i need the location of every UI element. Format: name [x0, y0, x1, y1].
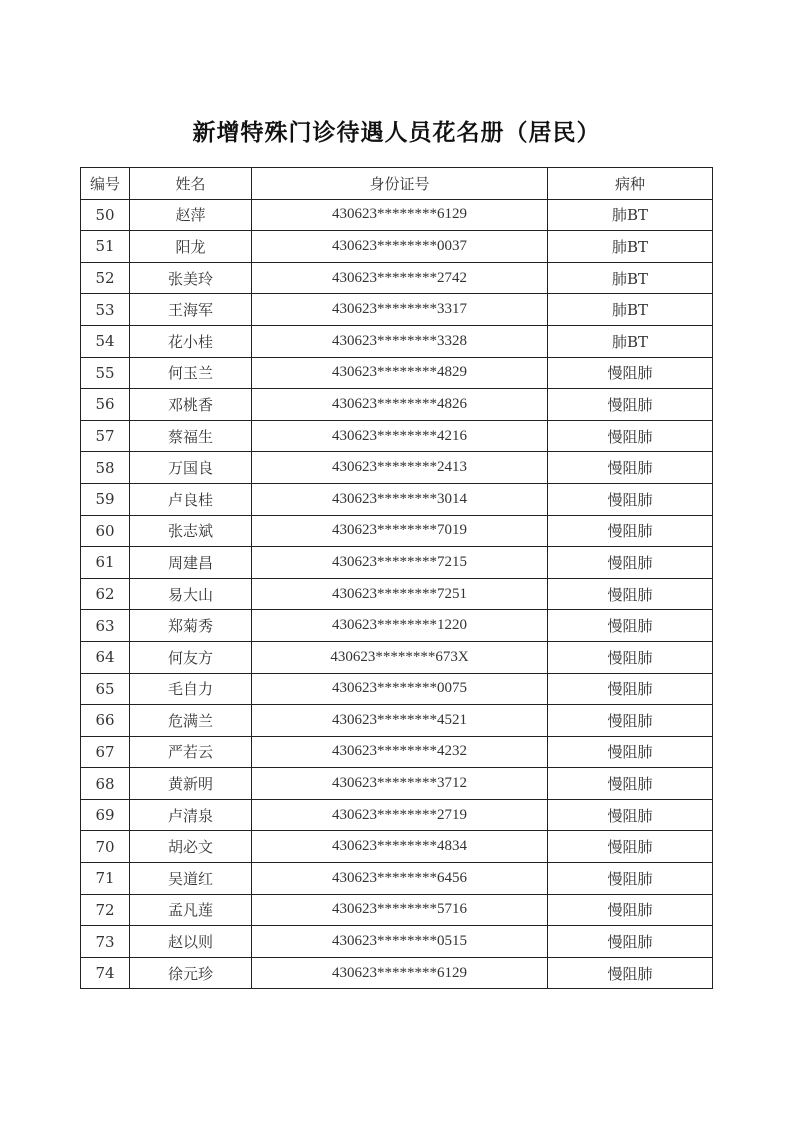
cell-disease: 慢阻肺 — [548, 673, 713, 705]
table-row — [81, 294, 713, 326]
cell-id-number: 430623********3014 — [252, 483, 548, 515]
cell-disease: 慢阻肺 — [548, 578, 713, 610]
cell-name: 赵萍 — [130, 199, 252, 231]
table-row — [81, 483, 713, 515]
cell-disease: 肺BT — [548, 199, 713, 231]
cell-disease: 慢阻肺 — [548, 863, 713, 895]
table-row — [81, 894, 713, 926]
cell-disease: 慢阻肺 — [548, 894, 713, 926]
cell-disease: 肺BT — [548, 325, 713, 357]
cell-disease: 肺BT — [548, 231, 713, 263]
cell-disease: 慢阻肺 — [548, 452, 713, 484]
cell-name: 郑菊秀 — [130, 610, 252, 642]
table-row — [81, 515, 713, 547]
cell-id-number: 430623********6129 — [252, 199, 548, 231]
cell-disease: 慢阻肺 — [548, 515, 713, 547]
cell-number: 72 — [81, 894, 130, 926]
cell-id-number: 430623********3712 — [252, 768, 548, 800]
cell-number: 59 — [81, 483, 130, 515]
cell-number: 58 — [81, 452, 130, 484]
table-row — [81, 199, 713, 231]
table-body — [81, 199, 713, 989]
cell-disease: 肺BT — [548, 262, 713, 294]
cell-id-number: 430623********0515 — [252, 926, 548, 958]
cell-id-number: 430623********4829 — [252, 357, 548, 389]
cell-number: 65 — [81, 673, 130, 705]
table-row — [81, 863, 713, 895]
table-row — [81, 610, 713, 642]
cell-id-number: 430623********4232 — [252, 736, 548, 768]
table-row — [81, 705, 713, 737]
cell-id-number: 430623********4521 — [252, 705, 548, 737]
cell-disease: 慢阻肺 — [548, 483, 713, 515]
cell-name: 危满兰 — [130, 705, 252, 737]
cell-id-number: 430623********5716 — [252, 894, 548, 926]
page-title: 新增特殊门诊待遇人员花名册（居民） — [192, 119, 601, 146]
cell-id-number: 430623********3328 — [252, 325, 548, 357]
cell-id-number: 430623********4834 — [252, 831, 548, 863]
cell-name: 胡必文 — [130, 831, 252, 863]
cell-name: 卢清泉 — [130, 799, 252, 831]
table-row — [81, 357, 713, 389]
table-row — [81, 452, 713, 484]
cell-name: 严若云 — [130, 736, 252, 768]
cell-number: 52 — [81, 262, 130, 294]
cell-id-number: 430623********0075 — [252, 673, 548, 705]
cell-number: 51 — [81, 231, 130, 263]
cell-number: 53 — [81, 294, 130, 326]
cell-number: 74 — [81, 957, 130, 989]
table-row — [81, 325, 713, 357]
cell-number: 61 — [81, 547, 130, 579]
cell-id-number: 430623********3317 — [252, 294, 548, 326]
cell-number: 70 — [81, 831, 130, 863]
table-row — [81, 926, 713, 958]
cell-disease: 慢阻肺 — [548, 768, 713, 800]
table-row — [81, 641, 713, 673]
cell-id-number: 430623********4826 — [252, 389, 548, 421]
cell-number: 56 — [81, 389, 130, 421]
cell-id-number: 430623********2719 — [252, 799, 548, 831]
header-name: 姓名 — [130, 168, 252, 200]
cell-disease: 慢阻肺 — [548, 926, 713, 958]
cell-name: 张志斌 — [130, 515, 252, 547]
cell-disease: 肺BT — [548, 294, 713, 326]
table-row — [81, 231, 713, 263]
cell-number: 62 — [81, 578, 130, 610]
cell-name: 何玉兰 — [130, 357, 252, 389]
cell-id-number: 430623********7215 — [252, 547, 548, 579]
cell-name: 王海军 — [130, 294, 252, 326]
cell-number: 69 — [81, 799, 130, 831]
cell-id-number: 430623********2413 — [252, 452, 548, 484]
cell-number: 67 — [81, 736, 130, 768]
cell-disease: 慢阻肺 — [548, 389, 713, 421]
cell-number: 73 — [81, 926, 130, 958]
cell-number: 64 — [81, 641, 130, 673]
table-row — [81, 736, 713, 768]
cell-name: 徐元珍 — [130, 957, 252, 989]
cell-name: 孟凡莲 — [130, 894, 252, 926]
cell-name: 花小桂 — [130, 325, 252, 357]
cell-disease: 慢阻肺 — [548, 357, 713, 389]
cell-name: 周建昌 — [130, 547, 252, 579]
cell-number: 60 — [81, 515, 130, 547]
cell-disease: 慢阻肺 — [548, 831, 713, 863]
cell-name: 阳龙 — [130, 231, 252, 263]
cell-disease: 慢阻肺 — [548, 705, 713, 737]
table-row — [81, 831, 713, 863]
cell-number: 66 — [81, 705, 130, 737]
table-row — [81, 957, 713, 989]
cell-id-number: 430623********7251 — [252, 578, 548, 610]
cell-disease: 慢阻肺 — [548, 957, 713, 989]
header-number: 编号 — [81, 168, 130, 200]
header-disease: 病种 — [548, 168, 713, 200]
table-row — [81, 262, 713, 294]
cell-id-number: 430623********6129 — [252, 957, 548, 989]
cell-id-number: 430623********673X — [252, 641, 548, 673]
cell-name: 张美玲 — [130, 262, 252, 294]
cell-name: 卢良桂 — [130, 483, 252, 515]
cell-id-number: 430623********6456 — [252, 863, 548, 895]
cell-id-number: 430623********4216 — [252, 420, 548, 452]
cell-number: 57 — [81, 420, 130, 452]
cell-name: 赵以则 — [130, 926, 252, 958]
table-row — [81, 578, 713, 610]
cell-id-number: 430623********7019 — [252, 515, 548, 547]
cell-name: 蔡福生 — [130, 420, 252, 452]
table-row — [81, 547, 713, 579]
cell-number: 50 — [81, 199, 130, 231]
cell-number: 71 — [81, 863, 130, 895]
cell-name: 毛自力 — [130, 673, 252, 705]
cell-number: 55 — [81, 357, 130, 389]
cell-disease: 慢阻肺 — [548, 736, 713, 768]
cell-name: 黄新明 — [130, 768, 252, 800]
cell-number: 63 — [81, 610, 130, 642]
cell-disease: 慢阻肺 — [548, 547, 713, 579]
cell-disease: 慢阻肺 — [548, 641, 713, 673]
table-row — [81, 673, 713, 705]
cell-disease: 慢阻肺 — [548, 420, 713, 452]
cell-number: 54 — [81, 325, 130, 357]
cell-name: 吴道红 — [130, 863, 252, 895]
cell-disease: 慢阻肺 — [548, 799, 713, 831]
header-row — [81, 168, 713, 200]
cell-name: 何友方 — [130, 641, 252, 673]
roster-table — [80, 167, 713, 989]
cell-name: 易大山 — [130, 578, 252, 610]
cell-disease: 慢阻肺 — [548, 610, 713, 642]
cell-id-number: 430623********0037 — [252, 231, 548, 263]
table-row — [81, 389, 713, 421]
table-row — [81, 799, 713, 831]
cell-name: 万国良 — [130, 452, 252, 484]
cell-id-number: 430623********1220 — [252, 610, 548, 642]
table-row — [81, 420, 713, 452]
table-row — [81, 768, 713, 800]
header-id-number: 身份证号 — [252, 168, 548, 200]
cell-number: 68 — [81, 768, 130, 800]
cell-name: 邓桃香 — [130, 389, 252, 421]
cell-id-number: 430623********2742 — [252, 262, 548, 294]
